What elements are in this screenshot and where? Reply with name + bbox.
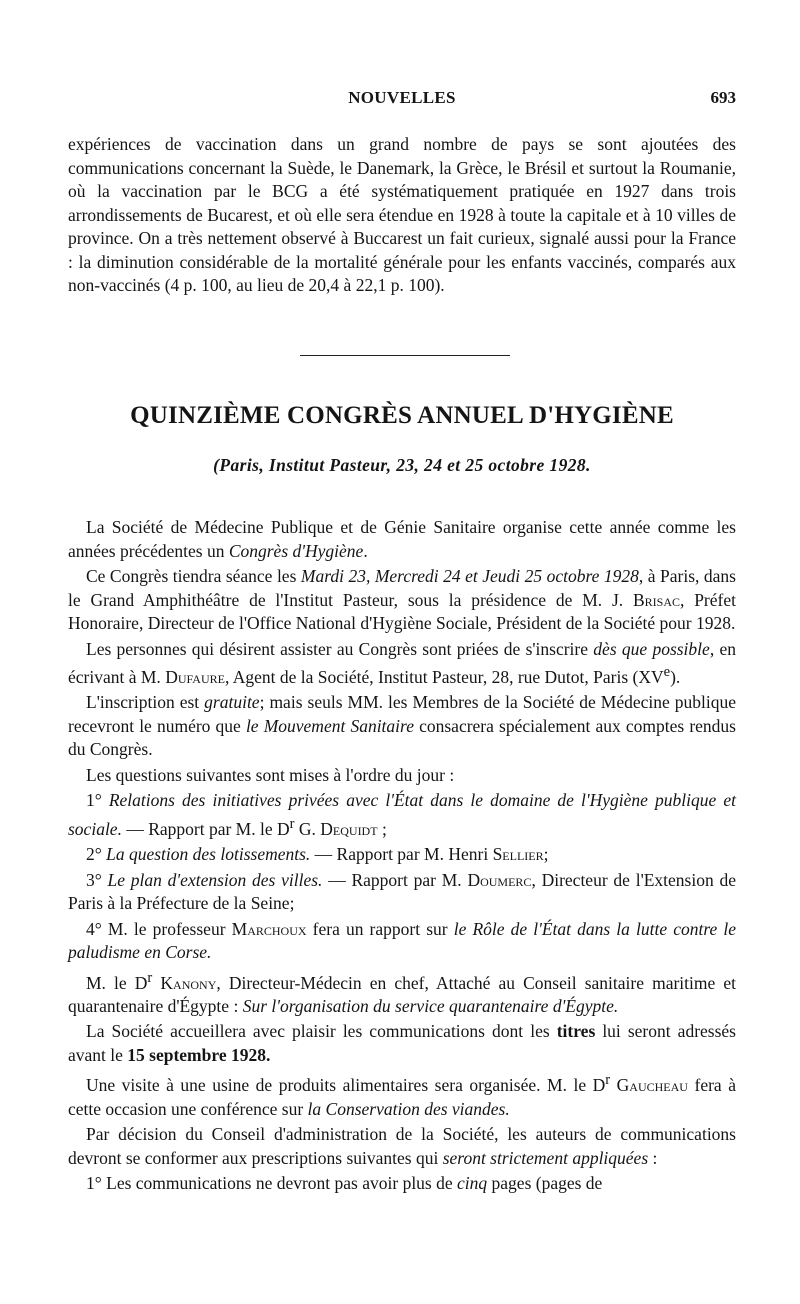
paragraph-factory-visit: Une visite à une usine de produits alimentaires sera organisée. M. le $D^r$ Gaucheau fera à cette occasion une conférence sur la Conservation des viandes. [68, 1072, 736, 1119]
section-title: QUINZIÈME CONGRÈS ANNUEL D'HYGIÈNE [130, 402, 674, 429]
paragraph-fee: L'inscription est gratuite; mais seuls MM. les Membres de la Société de Médecine publique recevront le numéro que le Mouvement Sanitaire consacrera spécialement aux comptes rendus du Congrès. [68, 692, 736, 760]
paragraph-prescriptions: Par décision du Conseil d'administration de la Société, les auteurs de communications devront se conformer aux prescriptions suivantes qui seront strictement appliquées : [68, 1124, 736, 1168]
paragraph-agenda-intro: Les questions suivantes sont mises à l'ordre du jour : [86, 764, 455, 785]
agenda-item-4: 4° M. le professeur Marchoux fera un rapport sur le Rôle de l'État dans la lutte contre le paludisme en Corse. [68, 918, 737, 963]
section-divider [300, 355, 510, 356]
agenda-item-1: 1° Relations des initiatives privées avec l'État dans le domaine de l'Hygiène publique et sociale. — Rapport par M. le $D^r$ G. Dequidt ; [68, 790, 736, 839]
running-title: NOUVELLES [348, 88, 456, 107]
page-number: 693 [710, 88, 736, 107]
paragraph-kanony: M. le $D^r$ Kanony, Directeur-Médecin en chef, Attaché au Conseil sanitaire maritime et quarantenaire d'Égypte : Sur l'organisation du service quarantenaire d'Égypte. [68, 969, 737, 1016]
continuation-paragraph: expériences de vaccination dans un grand nombre de pays se sont ajoutées des communications concernant la Suède, le Danemark, la Grèce, le Brésil et surtout la Roumanie, où la vaccination par le BCG a été systématiquement pratiquée en 1927 dans trois arrondissements de Bucarest, et où elle sera étendue en 1928 à toute la capitale et à 10 villes de province. On a très nettement observé à Buccarest un fait curieux, signalé aussi pour la France : la diminution considérable de la mortalité générale pour les enfants vaccinés, comparés aux non-vaccinés (4 p. 100, au lieu de 20,4 à 22,1 p. 100). [68, 134, 736, 295]
paragraph-registration: Les personnes qui désirent assister au Congrès sont priées de s'inscrire dès que possible, en écrivant à M. Dufaure, Agent de la Société, Institut Pasteur, 28, rue Dutot, Paris (XVe). [68, 638, 736, 687]
article-body [68, 516, 736, 1196]
paragraph-session-dates: Ce Congrès tiendra séance les Mardi 23, Mercredi 24 et Jeudi 25 octobre 1928, à Paris, dans le Grand Amphithéâtre de l'Institut Pasteur, sous la présidence de M. J. Brisac, Préfet Honoraire, Directeur de l'Office National d'Hygiène Sociale, Président de la Société pour 1928. [68, 566, 736, 633]
running-head [68, 88, 736, 110]
paragraph-titles-deadline: La Société accueillera avec plaisir les communications dont les titres lui seront adressés avant le 15 septembre 1928. [68, 1021, 736, 1065]
paragraph-rule-1: 1° Les communications ne devront pas avoir plus de cinq pages (pages de [86, 1173, 603, 1194]
continuation-block [68, 133, 736, 298]
section-subtitle: (Paris, Institut Pasteur, 23, 24 et 25 octobre 1928. [213, 455, 591, 475]
agenda-item-2: 2° La question des lotissements. — Rapport par M. Henri Sellier; [86, 844, 549, 865]
agenda-item-3: 3° Le plan d'extension des villes. — Rapport par M. Doumerc, Directeur de l'Extension de Paris à la Préfecture de la Seine; [68, 869, 736, 914]
paragraph-organisation: La Société de Médecine Publique et de Génie Sanitaire organise cette année comme les années précédentes un Congrès d'Hygiène. [68, 517, 736, 561]
